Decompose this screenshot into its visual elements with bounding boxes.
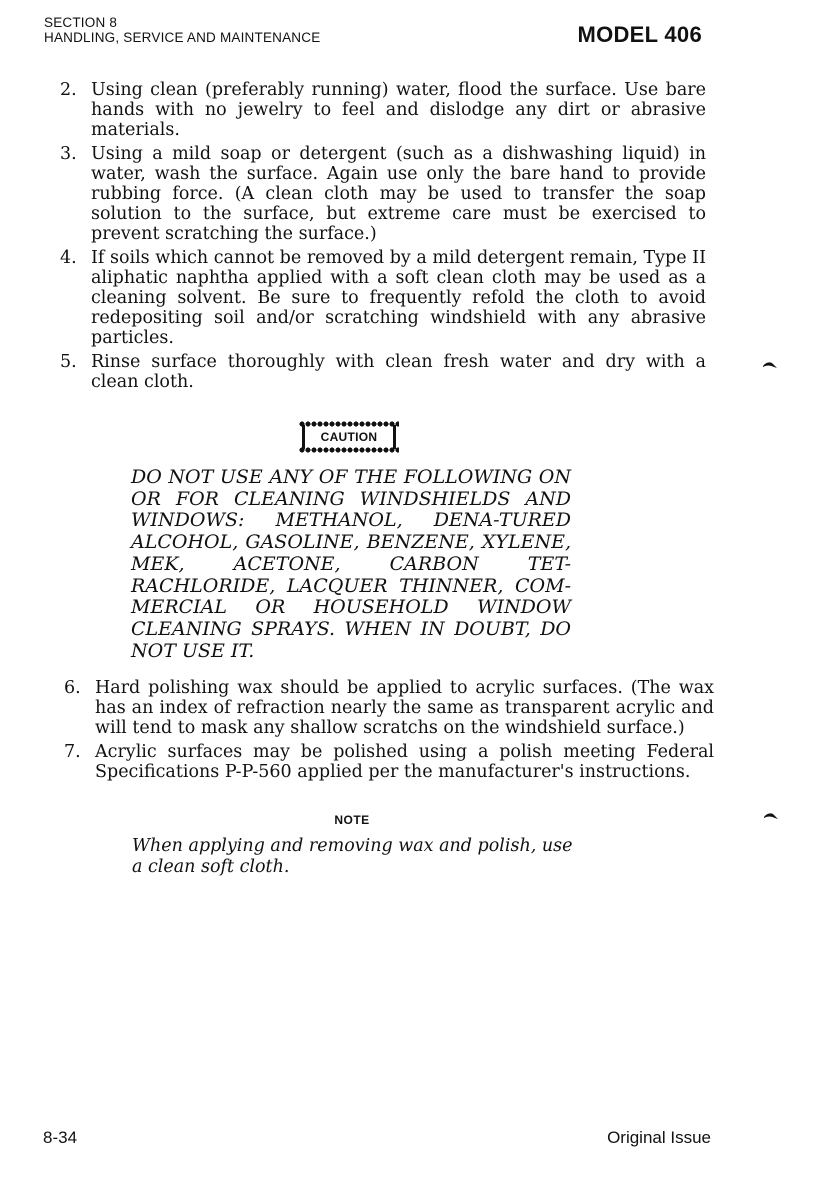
model-title: MODEL 406 xyxy=(577,22,702,47)
page-number: 8-34 xyxy=(43,1128,78,1147)
note-heading xyxy=(0,813,834,827)
step-number: 6. xyxy=(64,678,81,698)
step-text: If soils which cannot be removed by a mild detergent remain, Type II aliphatic naphtha applied with a soft clean cloth may be used as a cleaning solvent. Be sure to frequently refold the cloth to avoid redepositing soil and/or scratching windshield with any abrasive particles. xyxy=(91,247,706,349)
caution-label: CAUTION xyxy=(302,425,396,449)
revision-change-bar-icon xyxy=(763,812,779,820)
procedure-steps-part1 xyxy=(60,80,706,395)
step-text: Hard polishing wax should be applied to acrylic surfaces. (The wax has an index of refraction nearly the same as transparent acrylic and will tend to mask any shallow scratchs on the windshield surface.) xyxy=(95,678,714,739)
procedure-step xyxy=(60,352,706,392)
step-number: 5. xyxy=(60,351,77,372)
note-text: When applying and removing wax and polish, use a clean soft cloth. xyxy=(132,836,573,877)
step-text: Rinse surface thoroughly with clean fresh water and dry with a clean cloth. xyxy=(91,351,706,392)
caution-border-bottom xyxy=(299,447,399,453)
procedure-step xyxy=(60,144,706,245)
section-title: HANDLING, SERVICE AND MAINTENANCE xyxy=(44,30,321,45)
caution-badge xyxy=(299,421,399,453)
step-number: 7. xyxy=(64,741,81,762)
revision-change-bar-icon xyxy=(762,361,778,369)
procedure-steps-part2 xyxy=(64,678,714,785)
step-number: 2. xyxy=(60,80,77,100)
issue-label: Original Issue xyxy=(607,1128,711,1147)
section-number: SECTION 8 xyxy=(44,15,118,30)
procedure-step xyxy=(60,248,706,349)
step-text: Using a mild soap or detergent (such as a dishwashing liquid) in water, wash the surface. Again use only the bare hand to provide rubbing force. (A clean cloth may be used to transfer the soap solution to the surface, but extreme care must be exercised to prevent scratching the surface.) xyxy=(91,143,706,245)
note-label: NOTE xyxy=(334,813,370,827)
step-number: 3. xyxy=(60,143,77,164)
caution-text: DO NOT USE ANY OF THE FOLLOWING ON OR FOR CLEANING WINDSHIELDS AND WINDOWS: METHANOL, DENA-TURED ALCOHOL, GASOLINE, BENZENE, XYLENE, MEK, ACETONE, CARBON TET-RACHLORIDE, LACQUER THINNER, COM-MERCIAL OR HOUSEHOLD WINDOW CLEANING SPRAYS. WHEN IN DOUBT, DO NOT USE IT. xyxy=(131,466,571,662)
step-text: Using clean (preferably running) water, flood the surface. Use bare hands with no jewelry to feel and dislodge any dirt or abrasive materials. xyxy=(91,80,706,141)
procedure-step xyxy=(64,742,714,782)
page-header xyxy=(44,15,710,51)
step-number: 4. xyxy=(60,247,77,268)
step-text: Acrylic surfaces may be polished using a polish meeting Federal Specifications P-P-560 applied per the manufacturer's instructions. xyxy=(95,741,714,782)
procedure-step xyxy=(64,678,714,739)
section-heading xyxy=(44,15,320,45)
procedure-step xyxy=(60,80,706,141)
